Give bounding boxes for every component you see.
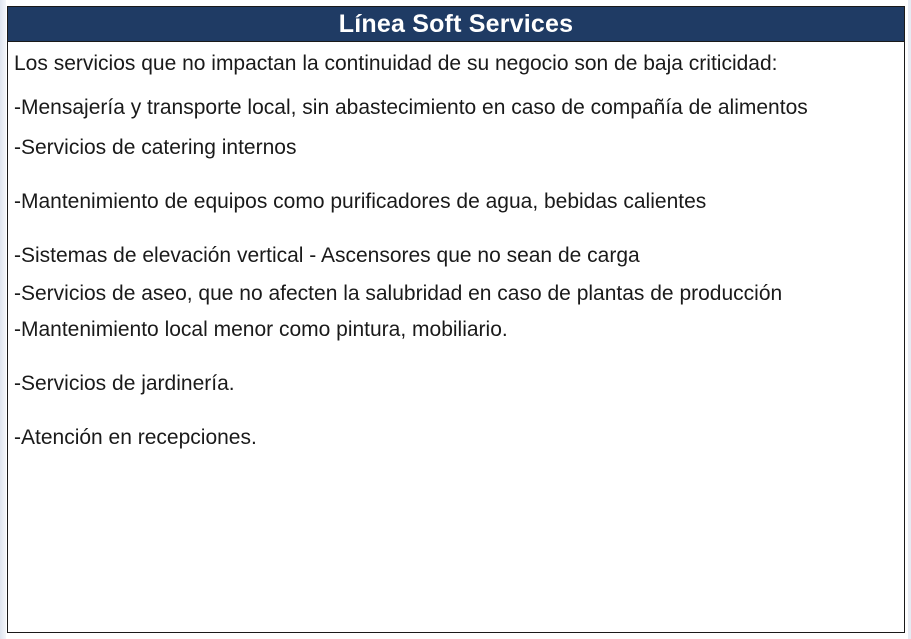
list-item-reception: -Atención en recepciones. bbox=[14, 426, 257, 449]
list-item-elevators: -Sistemas de elevación vertical - Ascensores que no sean de carga bbox=[14, 244, 640, 267]
intro-text: Los servicios que no impactan la continuidad de su negocio son de baja criticidad: bbox=[14, 52, 778, 75]
soft-services-card bbox=[7, 6, 905, 633]
left-edge-shadow bbox=[0, 0, 6, 639]
card-title: Línea Soft Services bbox=[8, 7, 904, 42]
list-item-local-maintenance: -Mantenimiento local menor como pintura, mobiliario. bbox=[14, 318, 508, 341]
list-item-equipment-maintenance: -Mantenimiento de equipos como purificadores de agua, bebidas calientes bbox=[14, 190, 707, 213]
card-body bbox=[8, 42, 904, 456]
list-item-cleaning: -Servicios de aseo, que no afecten la salubridad en caso de plantas de producción bbox=[14, 282, 783, 305]
list-item-catering: -Servicios de catering internos bbox=[14, 136, 297, 159]
list-item-messaging: -Mensajería y transporte local, sin abastecimiento en caso de compañía de alimentos bbox=[14, 96, 808, 119]
list-item-gardening: -Servicios de jardinería. bbox=[14, 372, 235, 395]
